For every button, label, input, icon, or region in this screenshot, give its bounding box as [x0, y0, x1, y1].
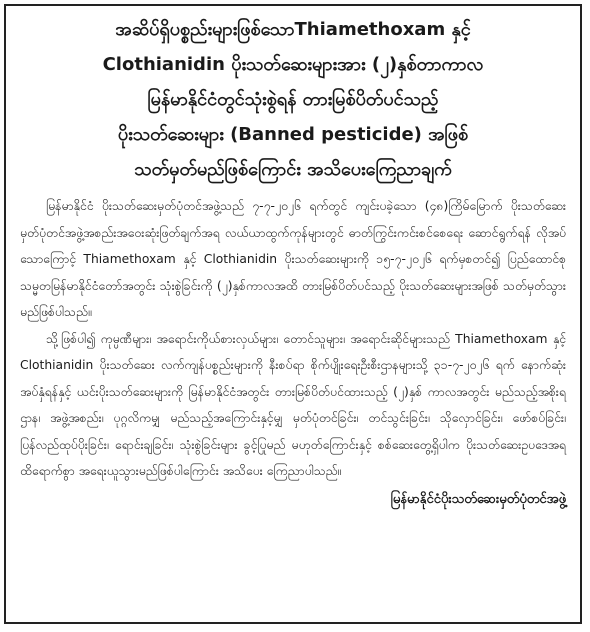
- notice-title: [20, 12, 566, 187]
- notice-body: [20, 193, 566, 485]
- title-line-2: Clothianidin ပိုးသတ်ဆေးများအား (၂)နှစ်တာကာလ: [102, 54, 484, 75]
- title-line-4: ပိုးသတ်ဆေးများ (Banned pesticide) အဖြစ်: [117, 124, 469, 145]
- title-line-5: သတ်မှတ်မည်ဖြစ်ကြောင်း အသိပေးကြေညာချက်: [134, 159, 452, 180]
- paragraph-2: သို့ဖြစ်ပါ၍ ကုမ္ပဏီများ၊ အရောင်းကိုယ်စားလှယ်များ၊ တောင်သူများ၊ အရောင်းဆိုင်များသည် Thiamethoxam နှင့် Clothianidin ပိုးသတ်ဆေး လက်ကျန်ပစ္စည်းများကို နီးစပ်ရာ စိုက်ပျိုးရေးဦးစီးဌာနများသို့ ၃၁-၇-၂၀၂၆ ရက် နောက်ဆုံးအပ်နှံရန်နှင့် ယင်းပိုးသတ်ဆေးများကို မြန်မာနိုင်ငံအတွင်း တားမြစ်ပိတ်ပင်ထားသည့် (၂)နှစ် ကာလအတွင်း မည်သည့်အစိုးရဌာန၊ အဖွဲ့အစည်း၊ ပုဂ္ဂလိကမျှ မည်သည့်အကြောင်းနှင့်မျှ မှတ်ပုံတင်ခြင်း၊ တင်သွင်းခြင်း၊ သိုလှောင်ခြင်း၊ ဖော်စပ်ခြင်း၊ ပြန်လည်ထုပ်ပိုးခြင်း၊ ရောင်းချခြင်း၊ သုံးစွဲခြင်းများ ခွင့်ပြုမည် မဟုတ်ကြောင်းနှင့် စစ်ဆေးတွေ့ရှိပါက ပိုးသတ်ဆေးဥပဒေအရ ထိရောက်စွာ အရေးယူသွားမည်ဖြစ်ပါကြောင်း အသိပေး ကြေညာပါသည်။: [20, 331, 566, 478]
- title-line-1: အဆိပ်ရှိပစ္စည်းများဖြစ်သောThiamethoxam နှင့်: [115, 19, 471, 40]
- paragraph-1: မြန်မာနိုင်ငံ ပိုးသတ်ဆေးမှတ်ပုံတင်အဖွဲ့သည် ၇-၇-၂၀၂၆ ရက်တွင် ကျင်းပခဲ့သော (၄၈)ကြိမ်မြောက် ပိုးသတ်ဆေးမှတ်ပုံတင်အဖွဲ့အစည်းအဝေးဆုံးဖြတ်ချက်အရ လယ်ယာထွက်ကုန်များတွင် ဓာတ်ကြွင်းကင်းစင်စေရေး ဆောင်ရွက်ရန် လိုအပ်သောကြောင့် Thiamethoxam နှင့် Clothianidin ပိုးသတ်ဆေးများကို ၁၅-၇-၂၀၂၆ ရက်မှစတင်၍ ပြည်ထောင်စုသမ္မတမြန်မာနိုင်ငံတော်အတွင်း သုံးစွဲခြင်းကို (၂)နှစ်ကာလအထိ တားမြစ်ပိတ်ပင်သည့် ပိုးသတ်ဆေးများအဖြစ် သတ်မှတ်သွားမည်ဖြစ်ပါသည်။: [20, 199, 566, 319]
- notice-frame: [4, 4, 582, 624]
- title-line-3: မြန်မာနိုင်ငံတွင်သုံးစွဲရန် တားမြစ်ပိတ်ပင်သည့်: [147, 89, 439, 110]
- signature: မြန်မာနိုင်ငံပိုးသတ်ဆေးမှတ်ပုံတင်အဖွဲ့: [390, 491, 566, 507]
